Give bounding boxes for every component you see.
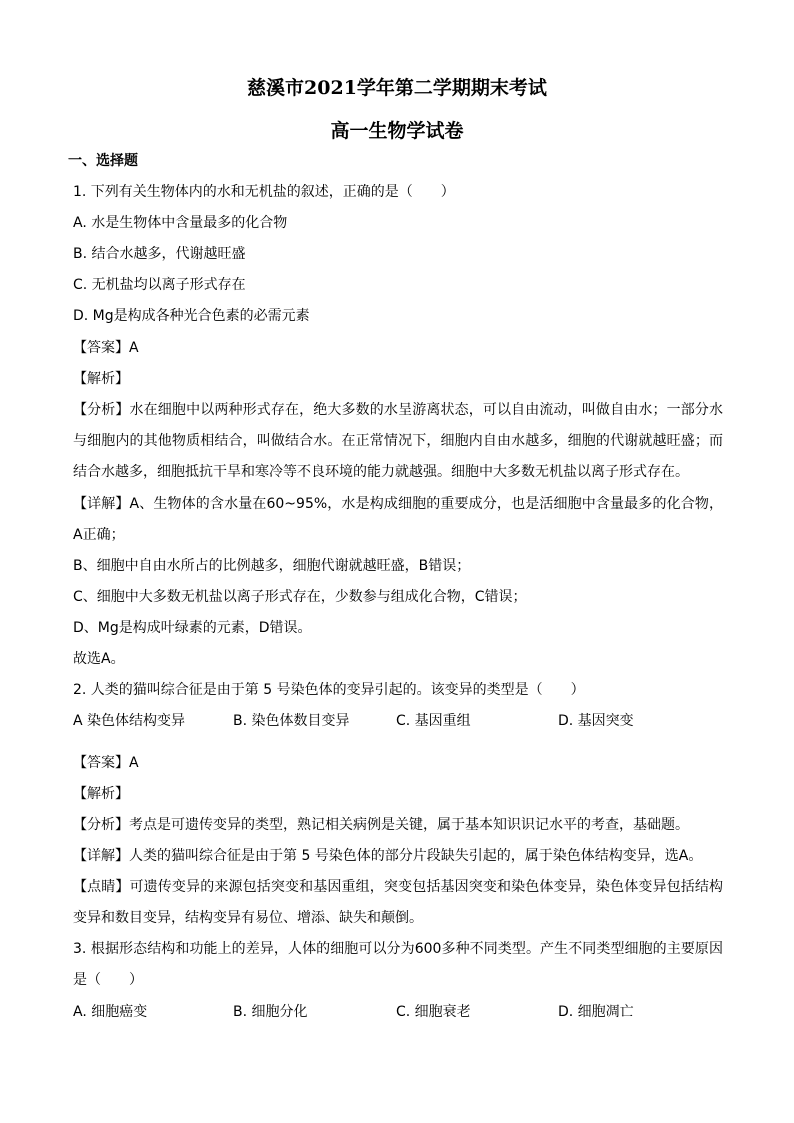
q3-option-a: A. 细胞癌变 (73, 1004, 148, 1020)
q2-detail: 【详解】人类的猫叫综合征是由于第 5 号染色体的部分片段缺失引起的，属于染色体结构变异，选A。 (73, 848, 703, 864)
q1-detail-b: B、细胞中自由水所占的比例越多，细胞代谢就越旺盛，B错误； (73, 558, 471, 574)
q1-option-c: C. 无机盐均以离子形式存在 (73, 277, 246, 293)
q2-option-a: A 染色体结构变异 (73, 713, 186, 729)
q3-stem: 3. 根据形态结构和功能上的差异，人体的细胞可以分为600多种不同类型。产生不同类型细胞的主要原因是（ ） (73, 941, 723, 988)
q1-option-a: A. 水是生物体中含量最多的化合物 (73, 215, 288, 231)
q1-detail-d: D、Mg是构成叶绿素的元素，D错误。 (73, 620, 312, 636)
q3-option-b: B. 细胞分化 (233, 1004, 308, 1020)
q1-option-b: B. 结合水越多，代谢越旺盛 (73, 246, 246, 262)
q1-detail-c: C、细胞中大多数无机盐以离子形式存在，少数参与组成化合物，C错误； (73, 589, 527, 605)
q1-stem: 1. 下列有关生物体内的水和无机盐的叙述，正确的是（ ） (73, 184, 455, 200)
section-heading: 一、选择题 (68, 153, 138, 169)
q1-analysis-label: 【解析】 (73, 371, 129, 387)
q2-option-d: D. 基因突变 (558, 713, 634, 729)
exam-subtitle: 高一生物学试卷 (330, 120, 464, 142)
q1-analysis: 【分析】水在细胞中以两种形式存在，绝大多数的水呈游离状态，可以自由流动，叫做自由水；一部分水与细胞内的其他物质相结合，叫做结合水。在正常情况下，细胞内自由水越多，细胞的代谢就越旺盛；而结合水越多，细胞抵抗干旱和寒冷等不良环境的能力就越强。细胞中大多数无机盐以离子形式存在。 (73, 402, 723, 480)
q1-option-d: D. Mg是构成各种光合色素的必需元素 (73, 308, 310, 324)
q3-option-d: D. 细胞凋亡 (558, 1004, 634, 1020)
q2-comment: 【点睛】可遗传变异的来源包括突变和基因重组，突变包括基因突变和染色体变异，染色体变异包括结构变异和数目变异，结构变异有易位、增添、缺失和颠倒。 (73, 879, 723, 926)
q2-option-b: B. 染色体数目变异 (233, 713, 350, 729)
exam-title: 慈溪市2021学年第二学期期末考试 (247, 77, 547, 99)
q2-stem: 2. 人类的猫叫综合征是由于第 5 号染色体的变异引起的。该变异的类型是（ ） (73, 682, 585, 698)
q2-answer: 【答案】A (73, 755, 139, 771)
q2-analysis-label: 【解析】 (73, 786, 129, 802)
q1-detail-a: 【详解】A、生物体的含水量在60~95%，水是构成细胞的重要成分，也是活细胞中含量最多的化合物，A正确； (73, 496, 723, 543)
q1-conclusion: 故选A。 (73, 651, 125, 667)
q2-analysis: 【分析】考点是可遗传变异的类型，熟记相关病例是关键，属于基本知识识记水平的考查，基础题。 (73, 817, 689, 833)
q1-answer: 【答案】A (73, 340, 139, 356)
q2-option-c: C. 基因重组 (396, 713, 471, 729)
q3-option-c: C. 细胞衰老 (396, 1004, 471, 1020)
